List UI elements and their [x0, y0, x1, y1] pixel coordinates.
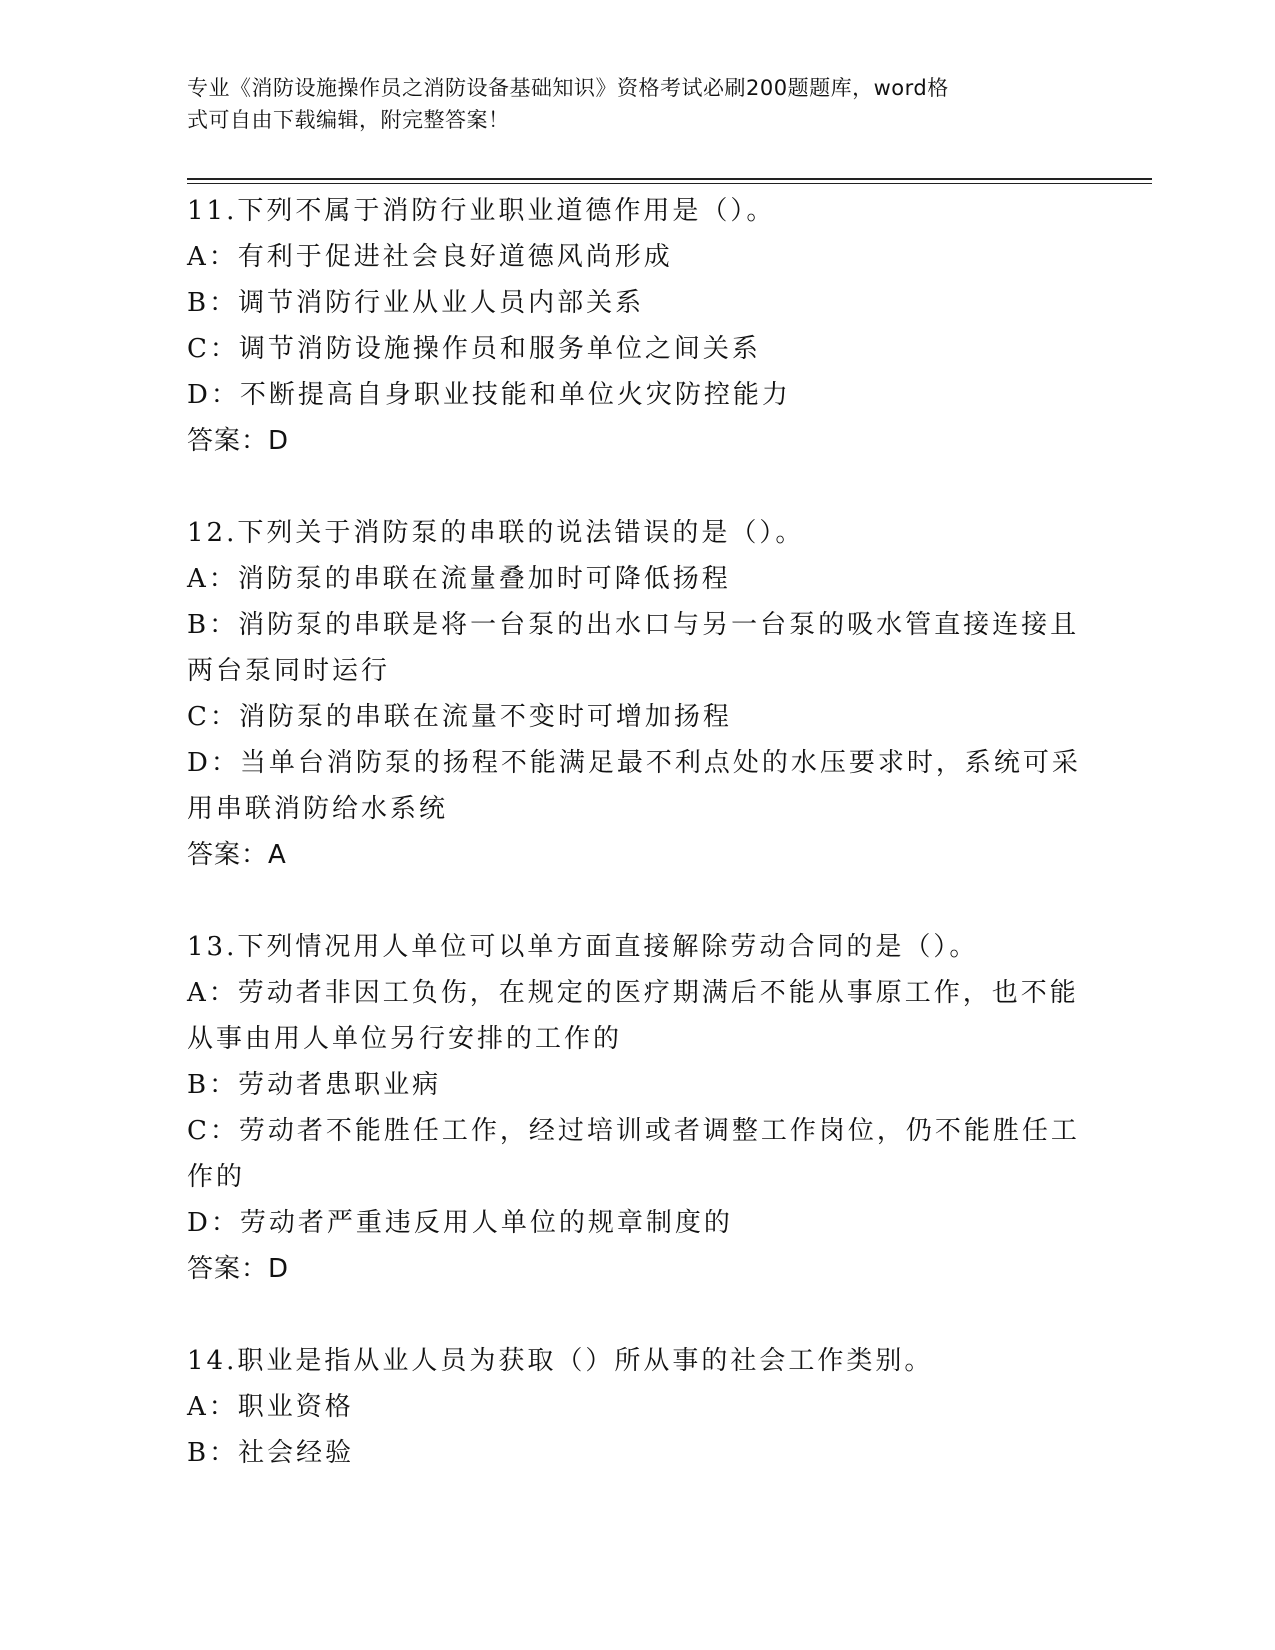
- question-block: [187, 510, 1087, 878]
- answer-option: A：职业资格: [187, 1392, 354, 1422]
- answer-option: 从事由用人单位另行安排的工作的: [187, 1024, 623, 1054]
- answer-key: 答案：D: [187, 1254, 290, 1284]
- answer-key: 答案：D: [187, 426, 290, 456]
- document-header: [187, 72, 1087, 136]
- answer-option: A：消防泵的串联在流量叠加时可降低扬程: [187, 564, 731, 594]
- answer-option: A：有利于促进社会良好道德风尚形成: [187, 242, 673, 272]
- question-stem: 13.下列情况用人单位可以单方面直接解除劳动合同的是（）。: [187, 932, 979, 962]
- question-list: [187, 188, 1087, 1522]
- answer-option: C：劳动者不能胜任工作，经过培训或者调整工作岗位，仍不能胜任工: [187, 1116, 1080, 1146]
- answer-option: B：消防泵的串联是将一台泵的出水口与另一台泵的吸水管直接连接且: [187, 610, 1080, 640]
- question-block: [187, 924, 1087, 1292]
- answer-option: 两台泵同时运行: [187, 656, 391, 686]
- question-block: [187, 188, 1087, 464]
- question-stem: 12.下列关于消防泵的串联的说法错误的是（）。: [187, 518, 805, 548]
- answer-option: B：调节消防行业从业人员内部关系: [187, 288, 645, 318]
- header-divider-thick: [187, 178, 1152, 180]
- header-divider-thin: [187, 183, 1152, 184]
- answer-option: 作的: [187, 1162, 246, 1192]
- answer-option: D：当单台消防泵的扬程不能满足最不利点处的水压要求时，系统可采: [187, 748, 1081, 778]
- question-block: [187, 1338, 1087, 1476]
- header-title-line-2: 式可自由下载编辑，附完整答案！: [187, 108, 510, 132]
- answer-option: 用串联消防给水系统: [187, 794, 449, 824]
- question-stem: 11.下列不属于消防行业职业道德作用是（）。: [187, 196, 776, 226]
- answer-option: D：劳动者严重违反用人单位的规章制度的: [187, 1208, 733, 1238]
- answer-option: B：劳动者患职业病: [187, 1070, 442, 1100]
- header-title-line-1: 专业《消防设施操作员之消防设备基础知识》资格考试必刷200题题库，word格: [187, 76, 949, 100]
- answer-option: C：消防泵的串联在流量不变时可增加扬程: [187, 702, 732, 732]
- answer-option: A：劳动者非因工负伤，在规定的医疗期满后不能从事原工作，也不能: [187, 978, 1079, 1008]
- answer-option: D：不断提高自身职业技能和单位火灾防控能力: [187, 380, 791, 410]
- answer-key: 答案：A: [187, 840, 287, 870]
- answer-option: B：社会经验: [187, 1438, 355, 1468]
- answer-option: C：调节消防设施操作员和服务单位之间关系: [187, 334, 761, 364]
- question-stem: 14.职业是指从业人员为获取（）所从事的社会工作类别。: [187, 1346, 934, 1376]
